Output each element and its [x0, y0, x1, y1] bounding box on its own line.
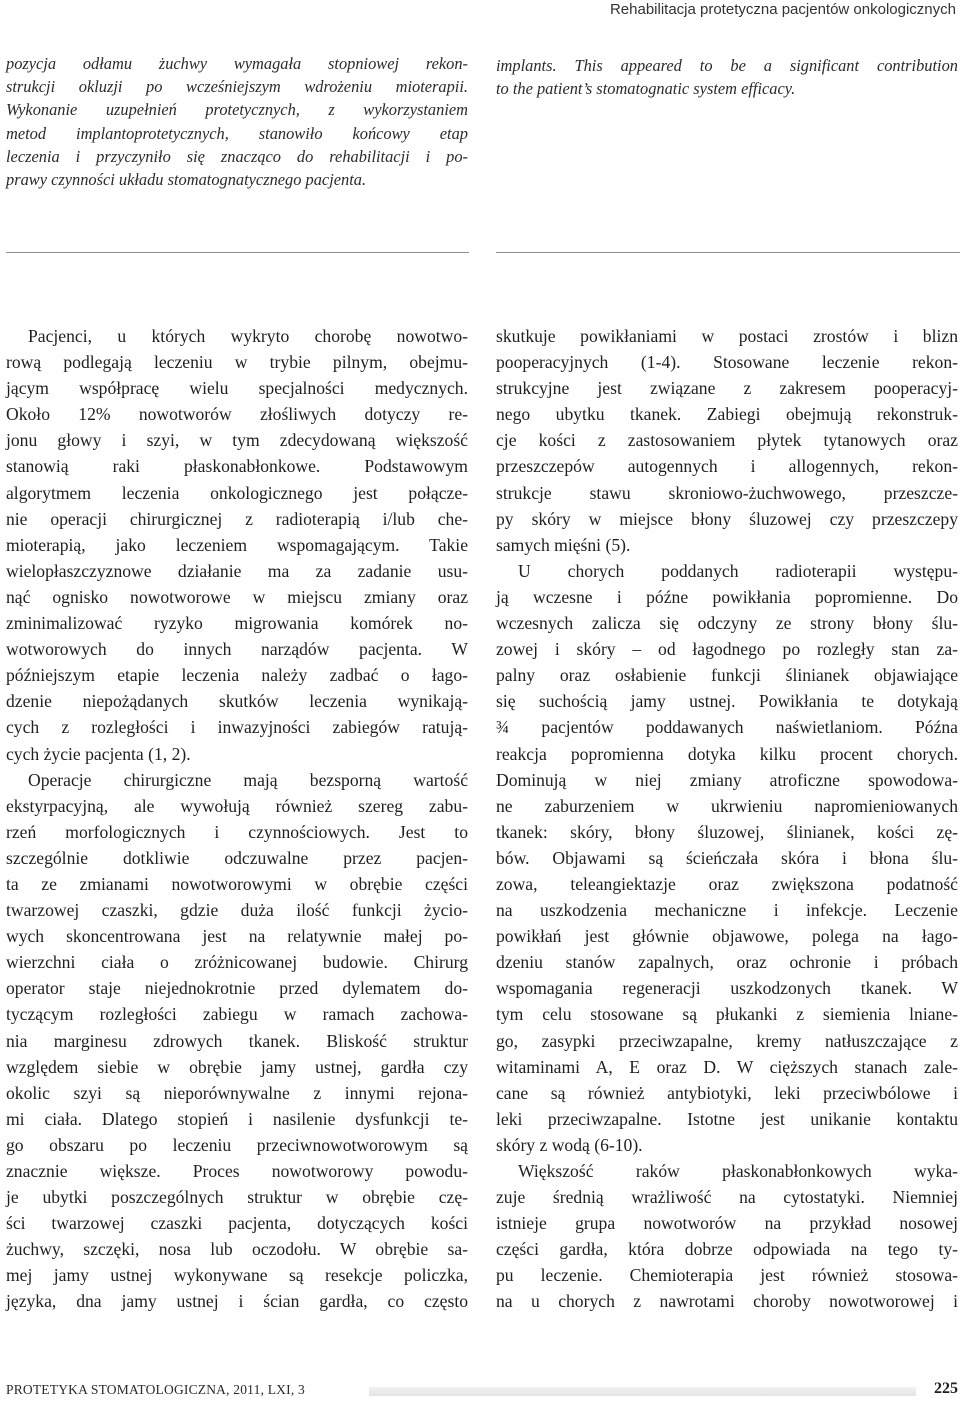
body-line: późniejszym etapie leczenia należy zadbać o łago- — [6, 665, 468, 686]
body-line: rzeń morfologicznych i czynnościowych. Jest to — [6, 821, 468, 842]
section-divider-left — [6, 252, 469, 253]
body-line: twarzowej czaszki, gdzie duża ilość funkcji życio- — [6, 900, 468, 921]
body-line: wczesnych zalicza się odczyny ze strony błony ślu- — [496, 613, 958, 634]
body-line: na u chorych z nawrotami choroby nowotworowej i — [496, 1291, 958, 1312]
footer-decorative-bar — [369, 1387, 916, 1396]
abstract-english-line: to the patient’s stomatognatic system efficacy. — [496, 79, 796, 99]
body-line: nego ubytku tkanek. Zabiegi obejmują rekonstruk- — [496, 404, 958, 425]
body-line: U chorych poddanych radioterapii występu- — [518, 560, 958, 581]
body-line: dzeniu stanów zapalnych, oraz ochronie i próbach — [496, 952, 958, 973]
abstract-polish — [6, 52, 468, 191]
body-line: Około 12% nowotworów złośliwych dotyczy re- — [6, 404, 468, 425]
body-line: py skóry w miejsce błony śluzowej czy przeszczepy — [496, 508, 958, 529]
body-line: mi ciała. Dlatego stopień i nasilenie dysfunkcji te- — [6, 1108, 468, 1129]
body-line: części gardła, która dobrze odpowiada na tego ty- — [496, 1239, 958, 1260]
body-line: nie operacji chirurgicznej z radioterapią i/lub che- — [6, 508, 468, 529]
body-line: przeszczepów autogennych i allogennych, rekon- — [496, 456, 958, 477]
body-line: tkanek: skóry, błony śluzowej, ślinianek, kości zę- — [496, 821, 958, 842]
body-line: zowej i skóry – od łagodnego po rozległy stan za- — [496, 639, 958, 660]
body-column-right — [496, 323, 958, 1315]
body-line: jącym współpracę wielu specjalności medycznych. — [6, 378, 468, 399]
body-line: go, zasypki przeciwzapalne, kremy natłuszczające z — [496, 1030, 958, 1051]
body-line: zowa, teleangiektazje oraz zwiększona podatność — [496, 873, 958, 894]
body-line: języka, dna jamy ustnej i ścian gardła, co często — [6, 1291, 468, 1312]
body-line: Pacjenci, u których wykryto chorobę nowotwo- — [28, 326, 468, 346]
body-line: ne zaburzeniem w ukrwieniu napromieniowanych — [496, 795, 958, 816]
body-line: się suchością jamy ustnej. Powikłania te dotykają — [496, 691, 958, 712]
abstract-english-line: implants. This appeared to be a significant contribution — [496, 56, 958, 75]
body-line: cych życie pacjenta (1, 2). — [6, 743, 191, 764]
footer-journal-citation: PROTETYKA STOMATOLOGICZNA, 2011, LXI, 3 — [6, 1382, 305, 1397]
body-line: dzenie niepożądanych skutków leczenia wynikają- — [6, 691, 468, 712]
body-line: Operacje chirurgiczne mają bezsporną wartość — [28, 769, 468, 790]
abstract-polish-line: prawy czynności układu stomatognatycznego pacjenta. — [6, 170, 367, 190]
body-line: szczególnie dotkliwie odczuwalne przez pacjen- — [6, 847, 468, 868]
abstract-polish-line: leczenia i przyczyniło się znacząco do rehabilitacji i po- — [6, 146, 468, 166]
body-line: względem siebie w obrębie jamy ustnej, gardła czy — [6, 1056, 468, 1077]
body-line: cych z rozległości i inwazyjności zabiegów ratują- — [6, 717, 468, 738]
body-line: jonu głowy i szyi, w tym zdecydowaną większość — [6, 430, 468, 451]
body-line: Dominują w niej zmiany atroficzne spowodowa- — [496, 769, 958, 790]
body-line: tym celu stosowane są płukanki z siemienia lniane- — [496, 1004, 958, 1025]
body-line: ta ze zmianami nowotworowymi w obrębie części — [6, 873, 468, 894]
body-line: wspomagania regeneracji uszkodzonych tkanek. W — [496, 978, 958, 999]
body-line: operator staje niejednokrotnie przed dylematem do- — [6, 978, 468, 999]
body-line: leki przeciwzapalne. Istotne jest unikanie kontaktu — [496, 1108, 958, 1129]
body-line: znacznie większe. Proces nowotworowy powodu- — [6, 1161, 468, 1181]
body-line: nąć ognisko nowotworowe w miejscu zmiany oraz — [6, 586, 468, 607]
body-line: pooperacyjnych (1-4). Stosowane leczenie rekon- — [496, 352, 958, 373]
body-line: samych mięśni (5). — [496, 534, 631, 555]
body-line: nia marginesu zdrowych tkanek. Bliskość struktur — [6, 1030, 468, 1051]
body-line: ¾ pacjentów poddawanych naświetlaniom. Późna — [496, 717, 958, 738]
body-line: pu leczenie. Chemioterapia jest również stosowa- — [496, 1265, 958, 1286]
body-line: cje kości z zastosowaniem płytek tytanowych oraz — [496, 430, 958, 451]
body-line: wielopłaszczyznowe działanie ma za zadanie usu- — [6, 560, 468, 581]
body-line: mej jamy ustnej wykonywane są resekcje policzka, — [6, 1265, 468, 1286]
body-line: ekstyrpacyjną, ale wywołują również szereg zabu- — [6, 795, 468, 816]
body-line: bów. Objawami są ścieńczała skóra i błona ślu- — [496, 847, 958, 868]
body-line: wych skoncentrowana jest na relatywnie małej po- — [6, 926, 468, 947]
body-column-left — [6, 323, 468, 1315]
body-line: cane są również antybiotyki, leki przeciwbólowe i — [496, 1082, 958, 1103]
body-line: powikłań jest głównie objawowe, polega na łago- — [496, 926, 958, 947]
body-line: istnieje grupa nowotworów na przykład nosowej — [496, 1213, 958, 1234]
body-line: na uszkodzenia mechaniczne i infekcje. Leczenie — [496, 900, 958, 921]
body-line: wotworowych do innych narządów pacjenta. W — [6, 639, 468, 660]
abstract-polish-line: pozycja odłamu żuchwy wymagała stopniowej rekon- — [6, 54, 468, 73]
body-line: okolic szyi są nieporównywalne z innymi rejona- — [6, 1082, 468, 1103]
abstract-english — [496, 54, 958, 100]
body-line: algorytmem leczenia onkologicznego jest połącze- — [6, 482, 468, 503]
abstract-polish-line: strukcji okluzji po wcześniejszym wdrożeniu mioterapii. — [6, 77, 468, 97]
running-header-title: Rehabilitacja protetyczna pacjentów onkologicznych — [609, 1, 956, 18]
body-line: strukcyjne jest związane z zakresem pooperacyj- — [496, 378, 958, 399]
abstract-polish-line: metod implantoprotetycznych, stanowiło końcowy etap — [6, 123, 468, 143]
body-line: zuje średnią wrażliwość na cytostatyki. Niemniej — [496, 1187, 958, 1208]
body-line: tyczącym rozległości zabiegu w ramach zachowa- — [6, 1004, 468, 1025]
abstract-polish-line: Wykonanie uzupełnień protetycznych, z wykorzystaniem — [6, 100, 468, 120]
body-line: strukcje stawu skroniowo-żuchwowego, przeszcze- — [496, 482, 958, 503]
section-divider-right — [496, 252, 960, 253]
body-line: palny oraz osłabienie funkcji ślinianek objawiające — [496, 665, 958, 686]
body-line: mioterapią, jako leczeniem wspomagającym. Takie — [6, 534, 468, 555]
body-line: witaminami A, E oraz D. W cięższych stanach zale- — [496, 1056, 958, 1077]
body-line: je ubytki poszczególnych struktur w obrębie czę- — [6, 1187, 468, 1208]
body-line: go obszaru po leczeniu przeciwnowotworowym są — [6, 1134, 468, 1155]
body-line: ści twarzowej czaszki pacjenta, dotyczących kości — [6, 1213, 468, 1234]
body-line: wierzchni ciała o zróżnicowanej budowie. Chirurg — [6, 952, 468, 973]
body-line: Większość raków płaskonabłonkowych wyka- — [518, 1161, 958, 1181]
body-line: żuchwy, szczęki, nosa lub oczodołu. W obrębie sa- — [6, 1239, 468, 1260]
body-line: reakcja popromienna dotyka kilku procent chorych. — [496, 743, 958, 764]
body-line: ją wczesne i późne powikłania popromienne. Do — [496, 586, 958, 607]
body-line: skóry z wodą (6-10). — [496, 1134, 643, 1155]
body-line: zminimalizować ryzyko migrowania komórek no- — [6, 613, 468, 634]
page-number: 225 — [934, 1380, 958, 1397]
body-line: skutkuje powikłaniami w postaci zrostów i blizn — [496, 326, 958, 346]
body-line: stanowią raki płaskonabłonkowe. Podstawowym — [6, 456, 468, 477]
body-line: rową podlegają leczeniu w trybie pilnym, obejmu- — [6, 352, 468, 373]
